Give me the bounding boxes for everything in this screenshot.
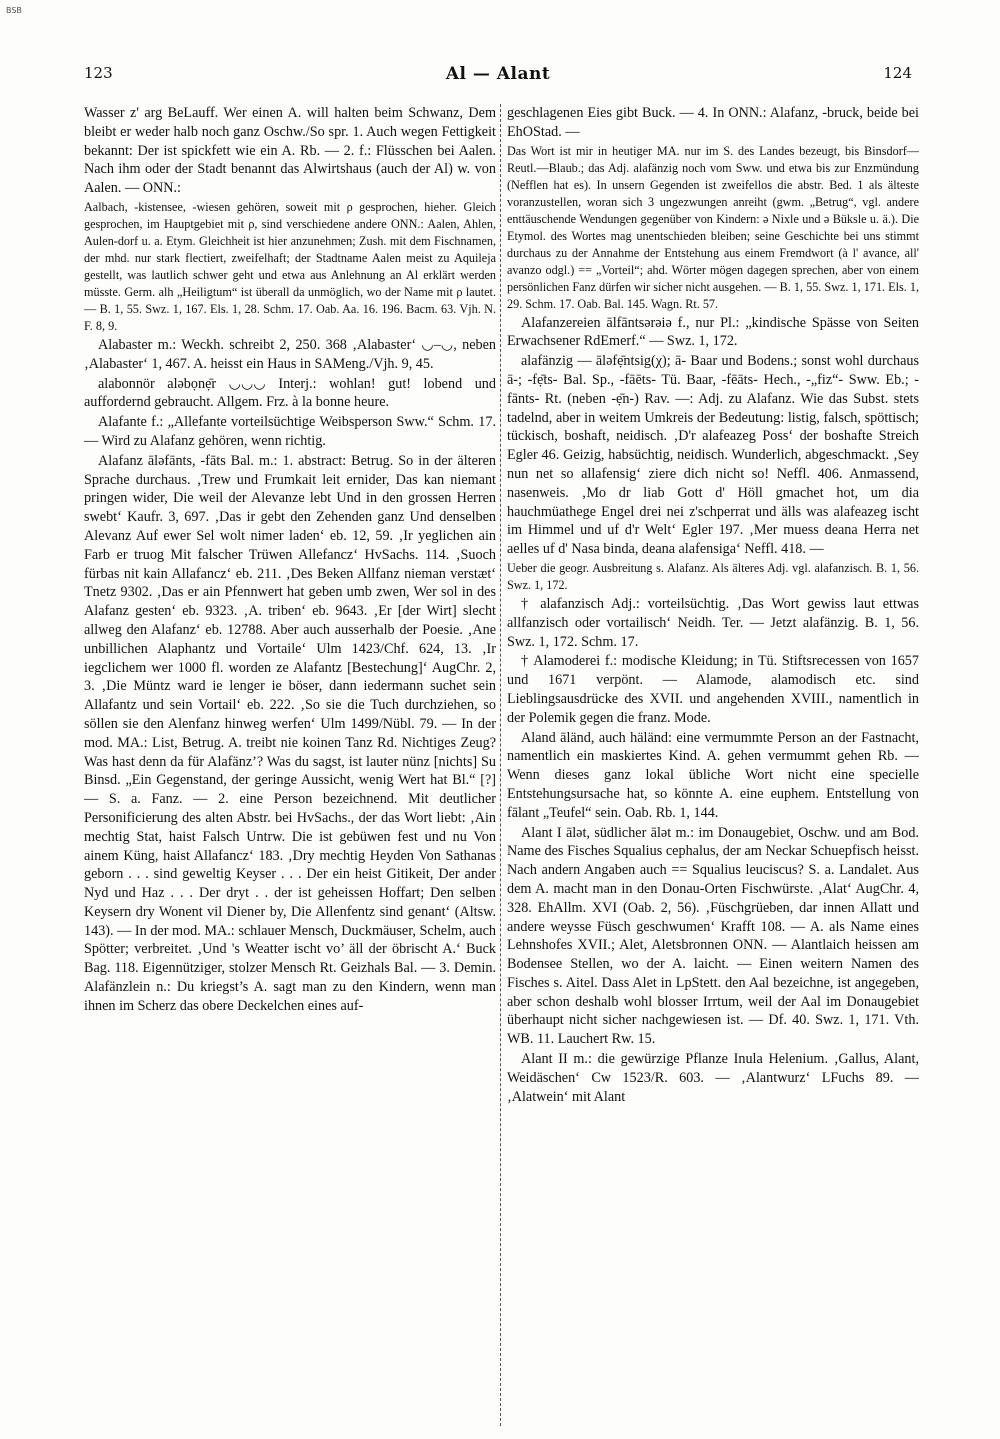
column-divider [500, 104, 501, 1426]
left-column [84, 104, 496, 1424]
entry-alamoderei: † Alamoderei f.: modische Kleidung; in Tü. Stiftsrecessen von 1657 und 1671 verpönt. — Alamode, alamodisch etc. sind Lieblingsausdrücke des XVII. und angehenden XVIII., namentlich in der Polemik gegen die franz. Mode. [507, 653, 919, 726]
entry-alant-i: Alant I ālət, südlicher ālət m.: im Donaugebiet, Oschw. und am Bod. Name des Fisches Squalius cephalus, der am Neckar Schuepfisch heisst. Nach andern Angaben auch == Squalius leuciscus? S. a. Landalet. Aus dem A. macht man in den Donau-Orten Fischwürste. ‚Alat‘ AugChr. 4, 328. EhAllm. XVI (Oab. 2, 56). ‚Füschgrüeben, dar innen Allatt und andere weysse Füsch geschwumen‘ Krafft 108. — A. als Name eines Lehnshofes XVII.; Alet, Aletsbronnen ONN. — Alantlaich heissen am Bodensee Stellen, wo der A. laicht. — Einen weitern Namen des Fisches s. Aitel. Dass Alet in LpStett. den Aal bezeichne, ist angegeben, aber schon deshalb wohl blosser Irrtum, weil der Aal im Donaugebiet überhaupt nicht sicher nachgewiesen ist. — Df. 40. Swz. 1, 171. Vth. WB. 11. Lauchert Rw. 15. [507, 824, 919, 1048]
note-paragraph: Das Wort ist mir in heutiger MA. nur im S. des Landes bezeugt, bis Binsdorf— Reutl.—Blaub.; das Adj. alafänzig noch vom Sww. und etwa bis zur Enzmündung (Nefflen hat es). In unsern Gegenden ist zweifellos die abstr. Bed. 1 als älteste voranzustellen, woran sich 3 ungezwungen anreiht (gwm. „Betrug“, vgl. andere enttäuschende Wendungen gegenüber von Kindern: ə Nixle und ə Büksle u. ä.). Die Etymol. des Wortes mag unentschieden bleiben; seine Geschichte bei uns stimmt durchaus zu der Annahme der Entstehung aus einem Fremdwort (à l' avance, all' avanzo odgl.) == „Vorteil“; ahd. Wörter mögen dagegen sprechen, aber von einem persönlichen Fanz dürfen wir sicher nicht ausgehen. — B. 1, 55. Swz. 1, 171. Els. 1, 29. Schm. 17. Oab. Bal. 145. Wagn. Rt. 57. [507, 143, 919, 311]
running-title: Al — Alant [445, 64, 551, 84]
entry-alafanzereien: Alafanzereien ālfāntsərəiə f., nur Pl.: „kindische Spässe von Seiten Erwachsener RdEmerf.“ — Swz. 1, 172. [507, 314, 919, 350]
library-mark: BSB [6, 6, 22, 15]
entry-alafanz: Alafanz āləfānts, -fāts Bal. m.: 1. abstract: Betrug. So in der älteren Sprache durchaus. ‚Trew und Frumkait leit ernider, Das kan niemant pringen wider, Die weil der Alevanze lebt Und in den grossen Herren swebt‘ Kaufr. 3, 697. ‚Das ir gebt den Zehenden ganz Und denselben Alevanz Auf ewer Sel wolt nimer laden‘ eb. 12, 59. ‚Ir yeglichen ain Farb er truog Mit falscher Trüwen Allefancz‘ HvSachs. 114. ‚Suoch fürbas nit kain Allafancz‘ eb. 211. ‚Des Beken Allfanz nieman verstæt‘ Tnetz 9302. ‚Das er ain Pfennwert hat geben umb zwen, Wer sol in des Alafanz gesten‘ eb. 9323. ‚A. triben‘ eb. 9643. ‚Er [der Wirt] slecht allweg den Alafanz‘ eb. 12788. Aber auch ausserhalb der Poesie. ‚Ane unbillichen Alaphantz und Vortaile‘ Ulm 1423/Chf. 624, 13. ‚Ir iegclichem wer 1000 fl. worden ze Alafantz [Bestechung]‘ AugChr. 2, 3. ‚Die Müntz ward ie lenger ie böser, dann iedermann suchet sein Allafantz und sein Vortail‘ eb. 222. ‚So sie die Tuch durchziehen, so söllen sie den Alenfanz hinweg werfen‘ Ulm 1499/Nübl. 79. — In der mod. MA.: List, Betrug. A. treibt nie koinen Tanz Rd. Nichtiges Zeug? Was hast denn da für Alafänz’? Was du sagst, ist lauter nünz [nichts] Su Binsd. „Ein Gegenstand, der geringe Aussicht, wenig Wert hat Bl.“ [?] — S. a. Fanz. — 2. eine Person bezeichnend. Mit deutlicher Personificierung des alten Abstr. bei HvSachs., der das Wort liebt: ‚Ain mechtig Stat, haist Falsch Untrw. Die ist gebüwen fest und nu Von ainem Küng, haist Allafancz‘ 183. ‚Dry mechtig Heyden Von Sathanas geborn . . . sind geweltig Keyser . . . Der ein heist Gitikeit, Der ander Nyd und Haz . . . Der dryt . . der ist geheissen Hoffart; Den selben Keysern dry Wonent vil Diener by, Die Allenfentz sind genant‘ (Altsw. 143). — In der mod. MA.: schlauer Mensch, Duckmäuser, Schelm, auch Spötter; verbreitet. ‚Und 's Weatter ischt vo’ äll der öbrischt A.‘ Buck Bag. 118. Eigennütziger, stolzer Mensch Rt. Geizhals Bal. — 3. Demin. Alafänzlein n.: Du kriegst’s A. sagt man zu den Kindern, wenn man ihnen im Scherz das obere Deckelchen eines auf- [84, 452, 496, 1014]
note-paragraph: Aalbach, -kistensee, -wiesen gehören, soweit mit ρ gesprochen, hieher. Gleich gesprochen, im Hauptgebiet mit ρ, sind verschiedene andere ONN.: Aalen, Ahlen, Aulen-dorf u. a. Etym. Gleichheit ist hier anzunehmen; Zush. mit dem Fischnamen, der mhd. nur stark flectiert, zweifelhaft; der Stadtname Aalen meist zu Aquileja gestellt, was lautlich schwer geht und etwa aus Anlehnung an Al erklärt werden müsste. Germ. alh „Heiligtum“ ist überall da unmöglich, wo der Name mit ρ lautet. — B. 1, 55. Swz. 1, 167. Els. 1, 28. Schm. 17. Oab. Aa. 16. 196. Bacm. 63. Vjh. N. F. 8, 9. [84, 199, 496, 333]
paragraph: Wasser z' arg BeLauff. Wer einen A. will halten beim Schwanz, Dem bleibt er weder halb noch ganz Oschw./So spr. 1. Auch wegen Fettigkeit bekannt: Der ist spickfett wie ein A. Rb. — 2. f.: Flüsschen bei Aalen. Nach ihm oder der Stadt benannt das Alwirtshaus (auch der Al) w. von Aalen. — ONN.: [84, 105, 496, 197]
page-number-left: 123 [84, 64, 113, 82]
entry-alafanzisch: † alafanzisch Adj.: vorteilsüchtig. ‚Das Wort gewiss laut ettwas allfanzisch oder vortailisch‘ Neidh. Ter. — Jetzt alafänzig. B. 1, 56. Swz. 1, 172. Schm. 17. [507, 595, 919, 650]
page-number-right: 124 [883, 64, 912, 82]
entry-alafaenzig: alafänzig — āləfẹ̄ntsig(χ); ā- Baar und Bodens.; sonst wohl durchaus ā-; -fẹ̄ts- Bal. Sp., -fāēts- Tü. Baar, -fēāts- Hech., -„fiz“- Sww. Eb.; -fānts- Rt. (neben -ẹ̄n-) Rav. —: Adj. zu Alafanz. Wie das Subst. stets tadelnd, aber in weitem Umkreis der Bedeutung: listig, falsch, spöttisch; tückisch, boshaft, neidisch. ‚D'r alafeazeg Poss‘ der boshafte Streich Egler 46. Geizig, habsüchtig, neidisch. Wunderlich, abgeschmackt. ‚Sey nun net so allafensig‘ ziere dich nicht so! Neffl. 406. Anmassend, nasenweis. ‚Mo dr liab Gott d' Höll gmachet hot, um dia hauchmüathege Engel drei nei z'schperrat und älls was alafeazeg ischt im Himmel und uf d'r Welt‘ Egler 197. ‚Mer muess deana Herra net aelles uf d' Nasa binda, deana alafensiga‘ Neffl. 418. — [507, 353, 919, 558]
page-header [84, 64, 912, 88]
right-column [507, 104, 919, 1424]
entry-alabaster: Alabaster m.: Weckh. schreibt 2, 250. 368 ‚Alabaster‘ ◡–◡, neben ‚Alabaster‘ 1, 467. A. heisst ein Haus in SAMeng./Vjh. 9, 45. [84, 336, 496, 372]
entry-alabonnoer: alabonnör aləbọnẹ̄r ◡◡◡ Interj.: wohlan! gut! lobend und auffordernd gebraucht. Allgem. Frz. à la bonne heure. [84, 375, 496, 411]
entry-alafante: Alafante f.: „Allefante vorteilsüchtige Weibsperson Sww.“ Schm. 17. — Wird zu Alafanz gehören, wenn richtig. [84, 414, 496, 449]
paragraph: geschlagenen Eies gibt Buck. — 4. In ONN.: Alafanz, -bruck, beide bei EhOStad. — [507, 105, 919, 140]
note-paragraph: Ueber die geogr. Ausbreitung s. Alafanz. Als älteres Adj. vgl. alafanzisch. B. 1, 56. Swz. 1, 172. [507, 560, 919, 592]
entry-alant-ii: Alant II m.: die gewürzige Pflanze Inula Helenium. ‚Gallus, Alant, Weidäschen‘ Cw 1523/R. 603. — ‚Alantwurz‘ LFuchs 89. — ‚Alatwein‘ mit Alant [507, 1051, 919, 1105]
entry-aland: Aland āländ, auch häländ: eine vermummte Person an der Fastnacht, namentlich ein maskiertes Kind. A. gehen vermummt gehen Rb. — Wenn dieses ganz lokal übliche Wort nicht eine specielle Entstehungsursache hat, so könnte A. eine euphem. Entstellung von fālant „Teufel“ sein. Oab. Rb. 1, 144. [507, 729, 919, 821]
